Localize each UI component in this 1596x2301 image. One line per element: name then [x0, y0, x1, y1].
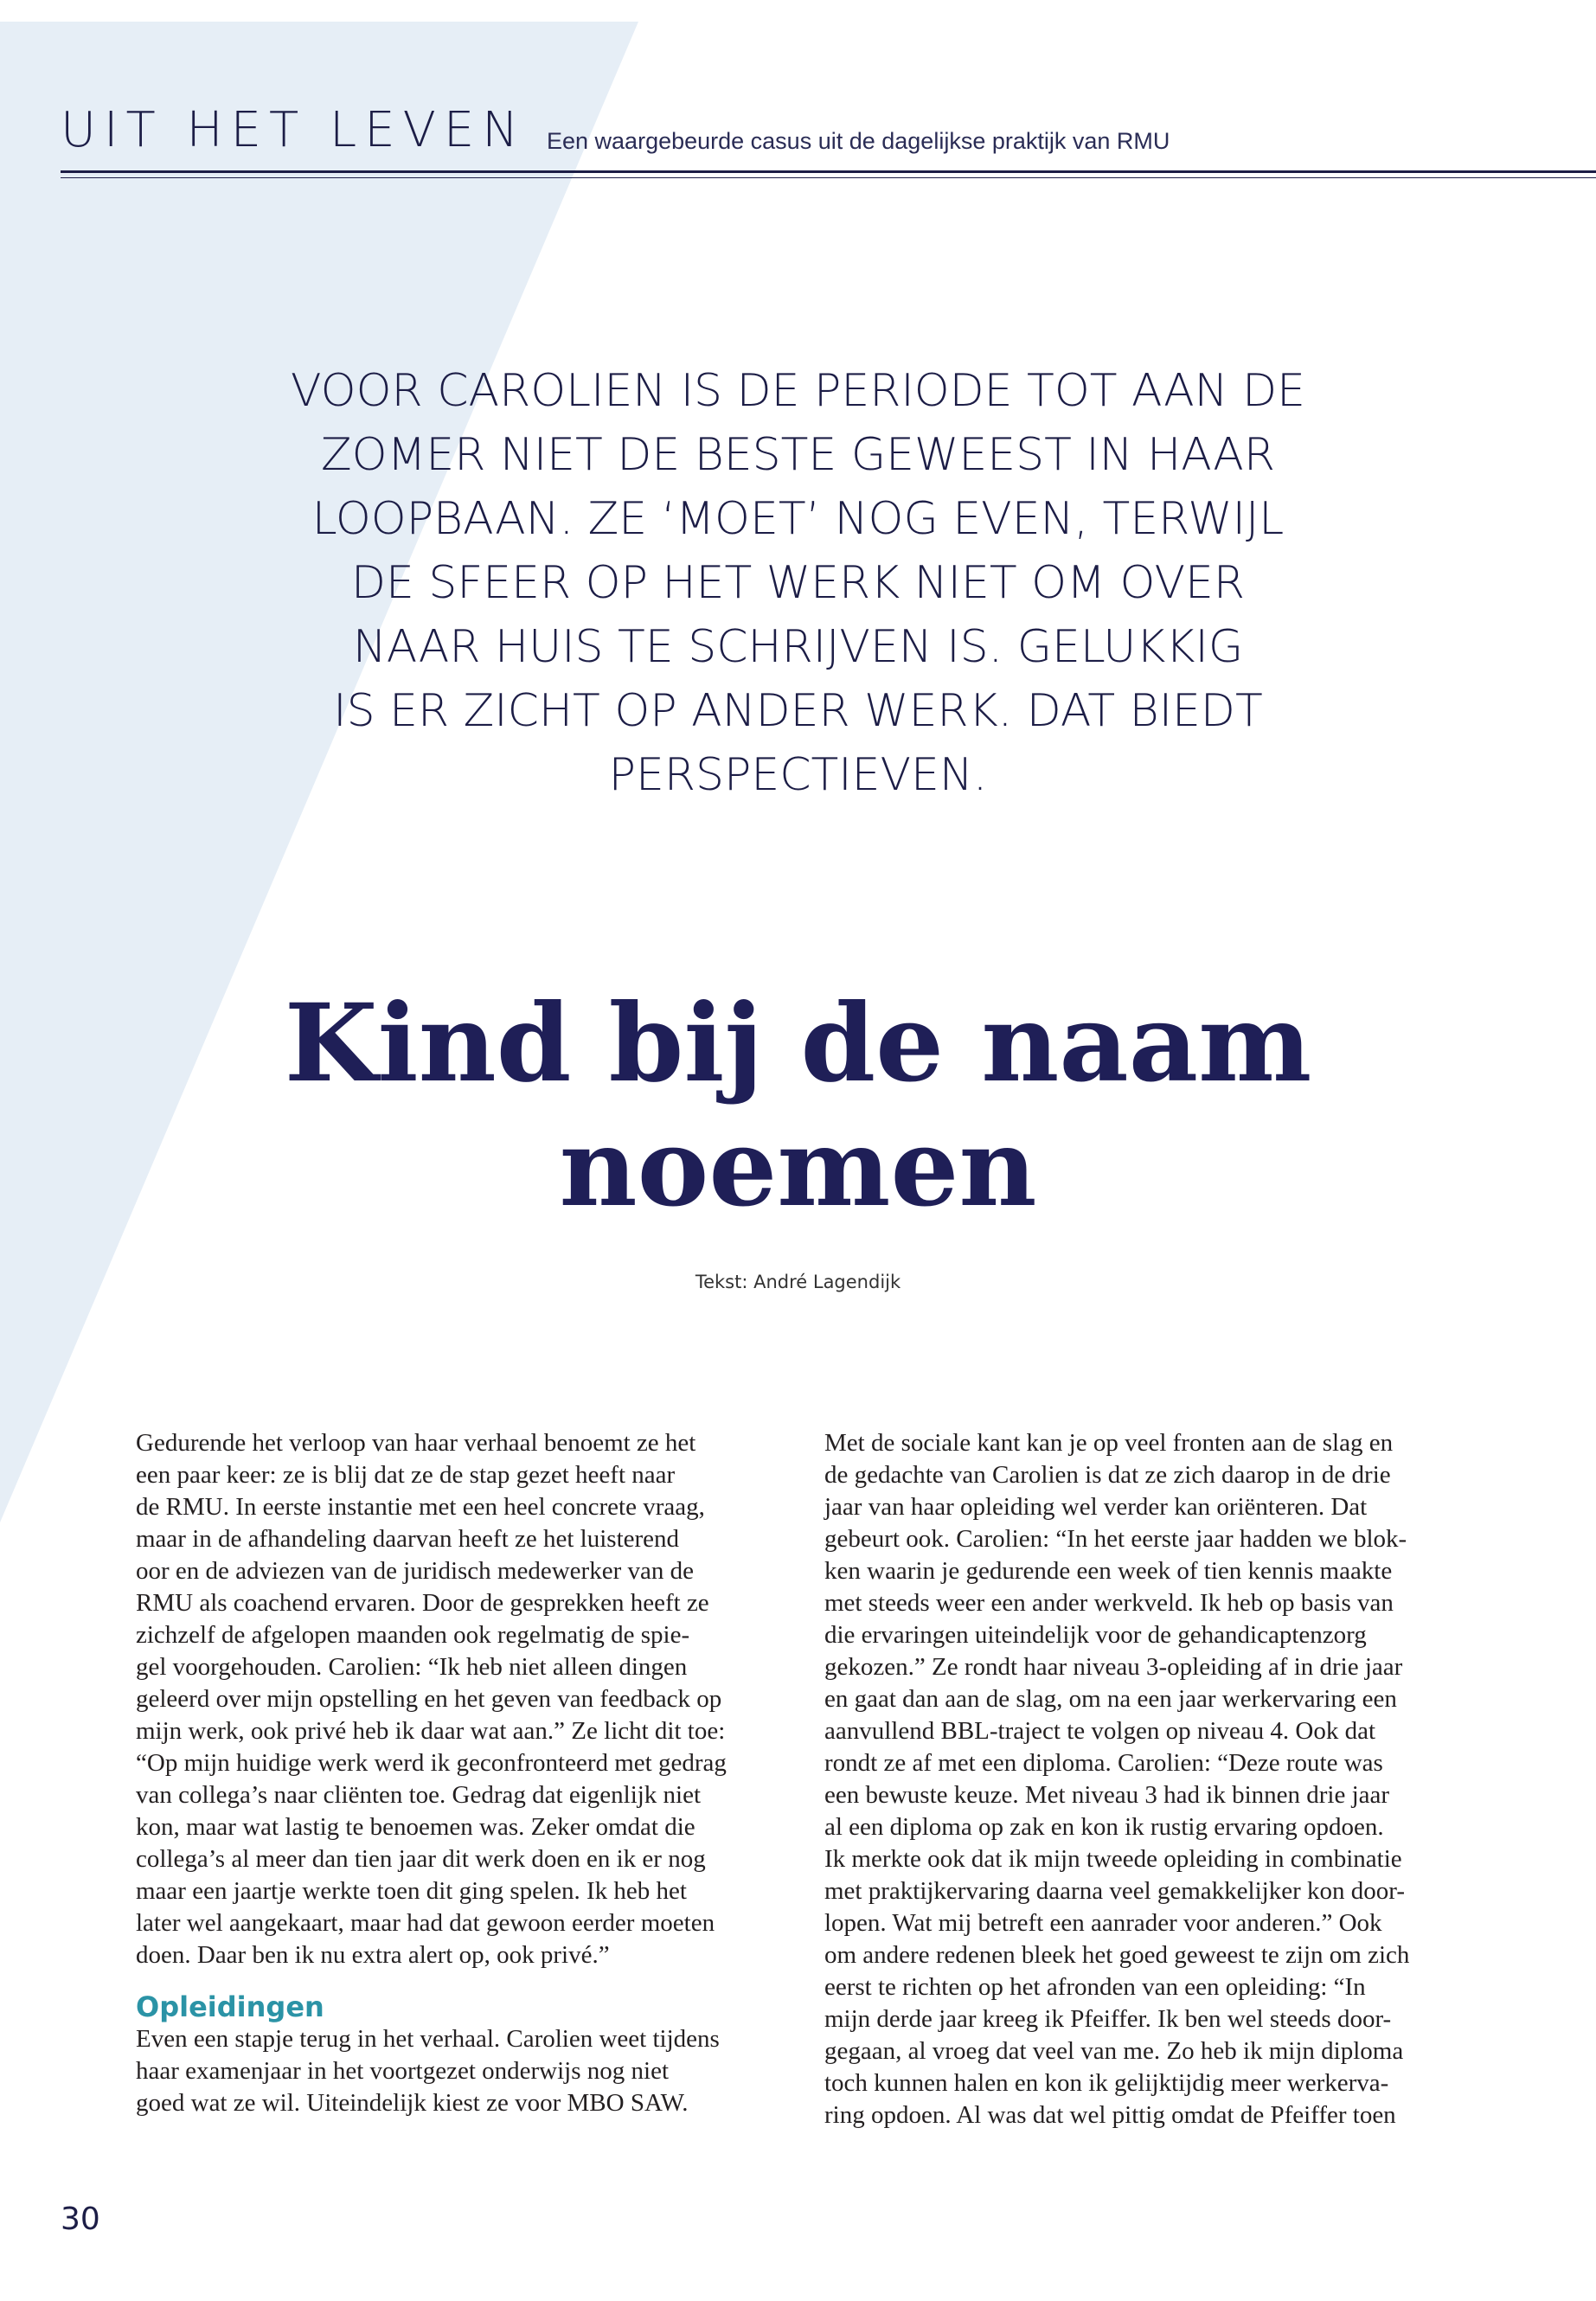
- body-line: eerst te richten op het afronden van een opleiding: “In: [824, 1973, 1366, 2001]
- body-line: toch kunnen halen en kon ik gelijktijdig meer werkerva-: [824, 2069, 1389, 2097]
- intro-line: VOOR CAROLIEN IS DE PERIODE TOT AAN DE: [291, 365, 1305, 417]
- article-headline: [242, 982, 1354, 1231]
- body-line: een paar keer: ze is blij dat ze de stap gezet heeft naar: [136, 1461, 676, 1489]
- section-subtitle: Een waargebeurde casus uit de dagelijkse praktijk van RMU: [547, 128, 1170, 154]
- body-line: later wel aangekaart, maar had dat gewoon eerder moeten: [136, 1909, 715, 1937]
- body-line: rondt ze af met een diploma. Carolien: “Deze route was: [824, 1749, 1383, 1777]
- body-line: Ik merkte ook dat ik mijn tweede opleiding in combinatie: [824, 1845, 1402, 1873]
- body-line: een bewuste keuze. Met niveau 3 had ik binnen drie jaar: [824, 1781, 1390, 1809]
- body-line: aanvullend BBL-traject te volgen op niveau 4. Ook dat: [824, 1717, 1376, 1745]
- body-line: geleerd over mijn opstelling en het geven van feedback op: [136, 1685, 722, 1713]
- page-number: 30: [61, 2202, 100, 2237]
- body-line: haar examenjaar in het voortgezet onderwijs nog niet: [136, 2057, 670, 2085]
- body-line: en gaat dan aan de slag, om na een jaar werkervaring een: [824, 1685, 1397, 1713]
- intro-line: ZOMER NIET DE BESTE GEWEEST IN HAAR: [321, 429, 1275, 481]
- body-line: gebeurt ook. Carolien: “In het eerste jaar hadden we blok-: [824, 1525, 1407, 1553]
- header-rule-thin: [61, 177, 1596, 178]
- body-line: RMU als coachend ervaren. Door de gesprekken heeft ze: [136, 1589, 709, 1617]
- body-line: met praktijkervaring daarna veel gemakkelijker kon door-: [824, 1877, 1405, 1905]
- headline-line: Kind bij de naam: [284, 981, 1312, 1106]
- byline: Tekst: André Lagendijk: [695, 1272, 901, 1292]
- body-line: gekozen.” Ze rondt haar niveau 3-opleiding af in drie jaar: [824, 1653, 1403, 1681]
- body-line: doen. Daar ben ik nu extra alert op, ook privé.”: [136, 1941, 610, 1969]
- intro-line: NAAR HUIS TE SCHRIJVEN IS. GELUKKIG: [352, 621, 1244, 673]
- body-line: maar een jaartje werkte toen dit ging spelen. Ik heb het: [136, 1877, 687, 1905]
- body-line: maar in de afhandeling daarvan heeft ze het luisterend: [136, 1525, 680, 1553]
- intro-lead: [277, 359, 1319, 807]
- body-line: gegaan, al vroeg dat veel van me. Zo heb ik mijn diploma: [824, 2037, 1404, 2065]
- body-line: ken waarin je gedurende een week of tien kennis maakte: [824, 1557, 1393, 1585]
- body-line: ring opdoen. Al was dat wel pittig omdat de Pfeiffer toen: [824, 2101, 1396, 2129]
- body-column-left: [136, 1427, 780, 2119]
- body-column-right: [824, 1427, 1469, 2131]
- intro-line: PERSPECTIEVEN.: [608, 749, 988, 801]
- body-line: jaar van haar opleiding wel verder kan oriënteren. Dat: [824, 1493, 1368, 1521]
- body-line: met steeds weer een ander werkveld. Ik heb op basis van: [824, 1589, 1394, 1617]
- body-line: de gedachte van Carolien is dat ze zich daarop in de drie: [824, 1461, 1391, 1489]
- body-line: mijn werk, ook privé heb ik daar wat aan.” Ze licht dit toe:: [136, 1717, 726, 1745]
- body-line: mijn derde jaar kreeg ik Pfeiffer. Ik ben wel steeds door-: [824, 2005, 1392, 2033]
- body-line: kon, maar wat lastig te benoemen was. Zeker omdat die: [136, 1813, 695, 1841]
- intro-line: IS ER ZICHT OP ANDER WERK. DAT BIEDT: [333, 685, 1263, 737]
- body-line: de RMU. In eerste instantie met een heel concrete vraag,: [136, 1493, 705, 1521]
- body-line: “Op mijn huidige werk werd ik geconfronteerd met gedrag: [136, 1749, 727, 1777]
- body-line: die ervaringen uiteindelijk voor de gehandicaptenzorg: [824, 1621, 1367, 1649]
- body-line: oor en de adviezen van de juridisch medewerker van de: [136, 1557, 694, 1585]
- headline-line: noemen: [559, 1106, 1037, 1231]
- body-line: van collega’s naar cliënten toe. Gedrag dat eigenlijk niet: [136, 1781, 702, 1809]
- body-line: gel voorgehouden. Carolien: “Ik heb niet alleen dingen: [136, 1653, 688, 1681]
- body-line: lopen. Wat mij betreft een aanrader voor anderen.” Ook: [824, 1909, 1382, 1937]
- body-line: goed wat ze wil. Uiteindelijk kiest ze voor MBO SAW.: [136, 2089, 689, 2117]
- body-line: zichzelf de afgelopen maanden ook regelmatig de spie-: [136, 1621, 690, 1649]
- intro-line: LOOPBAAN. ZE ‘MOET’ NOG EVEN, TERWIJL: [311, 493, 1285, 545]
- body-line: Met de sociale kant kan je op veel fronten aan de slag en: [824, 1429, 1394, 1457]
- body-line: om andere redenen bleek het goed geweest te zijn om zich: [824, 1941, 1410, 1969]
- section-title: UIT HET LEVEN: [61, 102, 527, 158]
- body-line: Gedurende het verloop van haar verhaal benoemt ze het: [136, 1429, 696, 1457]
- intro-line: DE SFEER OP HET WERK NIET OM OVER: [350, 557, 1246, 609]
- body-line: Even een stapje terug in het verhaal. Carolien weet tijdens: [136, 2025, 720, 2053]
- body-line: al een diploma op zak en kon ik rustig ervaring opdoen.: [824, 1813, 1384, 1841]
- subheading-opleidingen: Opleidingen: [136, 1990, 324, 2023]
- body-line: collega’s al meer dan tien jaar dit werk doen en ik er nog: [136, 1845, 706, 1873]
- header-rule-thick: [61, 170, 1596, 173]
